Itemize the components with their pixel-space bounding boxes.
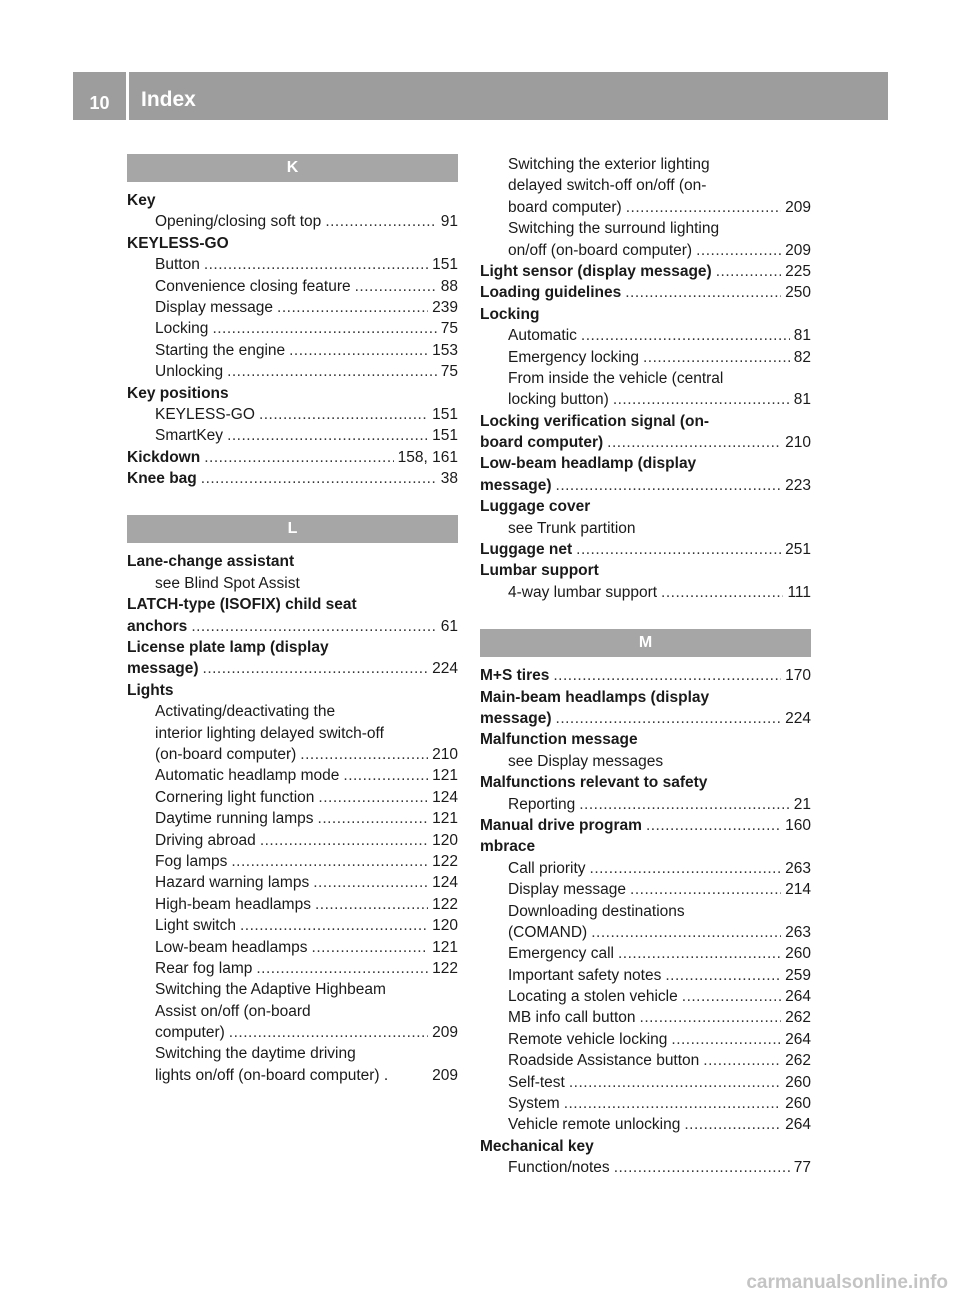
entry-text: see Display messages xyxy=(508,752,664,770)
page-reference[interactable]: 260 xyxy=(785,1095,811,1113)
index-subentry[interactable] xyxy=(127,915,458,936)
index-entry[interactable] xyxy=(127,447,458,468)
entry-text: From inside the vehicle (central xyxy=(508,369,724,387)
dot-leader xyxy=(581,325,790,346)
index-column-left xyxy=(127,154,458,1086)
dot-leader xyxy=(626,197,781,218)
entry-text: anchors xyxy=(127,617,188,635)
index-subentry[interactable] xyxy=(127,851,458,872)
dot-leader xyxy=(696,240,781,261)
page-reference[interactable]: 263 xyxy=(785,923,811,941)
index-subentry[interactable] xyxy=(127,937,458,958)
dot-leader xyxy=(191,616,436,637)
index-entry[interactable] xyxy=(480,708,811,729)
page-reference[interactable]: 151 xyxy=(432,405,458,423)
entry-text: Kickdown xyxy=(127,448,201,466)
index-entry[interactable] xyxy=(480,539,811,560)
page-reference[interactable]: 91 xyxy=(440,213,458,231)
entry-text: M+S tires xyxy=(480,667,550,685)
index-subentry[interactable] xyxy=(127,872,458,893)
page-reference[interactable]: 122 xyxy=(432,852,458,870)
index-subentry[interactable] xyxy=(480,582,811,603)
entry-text: Display message xyxy=(508,881,627,899)
index-subentry xyxy=(127,723,458,744)
entry-text: Locating a stolen vehicle xyxy=(508,988,678,1006)
dot-leader xyxy=(203,658,429,679)
entry-text: Light switch xyxy=(155,917,236,935)
dot-leader xyxy=(313,872,428,893)
dot-leader xyxy=(564,1093,781,1114)
entry-text: Switching the exterior lighting xyxy=(508,156,710,173)
entry-text: message) xyxy=(480,476,552,494)
dot-leader xyxy=(204,254,428,275)
entry-text: License plate lamp (display xyxy=(127,639,329,657)
entry-text: Light sensor (display message) xyxy=(480,262,712,280)
index-subentry[interactable] xyxy=(127,958,458,979)
page-reference[interactable]: 223 xyxy=(785,476,811,494)
dot-leader xyxy=(591,922,781,943)
entry-text: Lights xyxy=(127,681,174,699)
index-entry[interactable] xyxy=(127,616,458,637)
section-letter-m: M xyxy=(480,629,811,657)
index-subentry[interactable] xyxy=(127,276,458,297)
entry-text: Malfunctions relevant to safety xyxy=(480,774,708,792)
entry-text: 4-way lumbar support xyxy=(508,583,658,601)
page-reference[interactable]: 121 xyxy=(432,938,458,956)
index-subentry[interactable] xyxy=(127,318,458,339)
index-entry xyxy=(127,233,458,254)
index-entry[interactable] xyxy=(480,475,811,496)
entry-text: Key positions xyxy=(127,384,229,402)
dot-leader xyxy=(212,318,436,339)
index-entry[interactable] xyxy=(480,432,811,453)
dot-leader xyxy=(312,937,429,958)
index-subentry xyxy=(480,901,811,922)
index-entry xyxy=(127,190,458,211)
dot-leader xyxy=(556,475,782,496)
entry-text: Call priority xyxy=(508,859,586,877)
page-reference[interactable]: 121 xyxy=(432,810,458,828)
dot-leader xyxy=(355,276,437,297)
entry-text: Fog lamps xyxy=(155,852,228,870)
index-subentry[interactable] xyxy=(127,830,458,851)
entry-text: Button xyxy=(155,256,200,274)
index-subentry[interactable] xyxy=(127,211,458,232)
dot-leader xyxy=(569,1072,781,1093)
page-reference[interactable]: 153 xyxy=(432,341,458,359)
section-letter-l: L xyxy=(127,515,458,543)
entry-text: Convenience closing feature xyxy=(155,277,351,295)
index-entry xyxy=(480,687,811,708)
page-reference[interactable]: 81 xyxy=(793,327,811,345)
page-reference[interactable]: 262 xyxy=(785,1009,811,1027)
page-reference[interactable]: 225 xyxy=(785,262,811,280)
page-reference[interactable]: 214 xyxy=(785,881,811,899)
entry-text: Low-beam headlamp (display xyxy=(480,455,697,473)
page-reference[interactable]: 264 xyxy=(785,1116,811,1134)
index-entry[interactable] xyxy=(480,665,811,686)
page-reference[interactable]: 77 xyxy=(793,1159,811,1177)
index-subentry[interactable] xyxy=(480,347,811,368)
index-subentry xyxy=(127,1043,458,1064)
page-reference[interactable]: 209 xyxy=(785,241,811,259)
index-entry[interactable] xyxy=(480,815,811,836)
entry-text: Locking xyxy=(480,305,540,323)
index-subentry[interactable] xyxy=(127,404,458,425)
entry-text: computer) xyxy=(155,1024,225,1042)
entry-text: Low-beam headlamps xyxy=(155,938,308,956)
index-subentry xyxy=(480,175,811,196)
entry-text: Automatic headlamp mode xyxy=(155,767,340,785)
index-entry[interactable] xyxy=(480,282,811,303)
dot-leader xyxy=(640,1007,782,1028)
page-reference[interactable]: 170 xyxy=(785,667,811,685)
entry-text: Emergency call xyxy=(508,945,614,963)
index-entry[interactable] xyxy=(127,658,458,679)
index-subentry xyxy=(480,751,811,772)
entry-text: Knee bag xyxy=(127,470,197,488)
page-reference[interactable]: 250 xyxy=(785,284,811,302)
entry-text: Roadside Assistance button xyxy=(508,1052,700,1070)
page-reference[interactable]: 260 xyxy=(785,945,811,963)
entry-text: Function/notes xyxy=(508,1159,610,1177)
page-reference[interactable]: 151 xyxy=(432,256,458,274)
page-reference[interactable]: 160 xyxy=(785,816,811,834)
entry-text: Automatic xyxy=(508,327,577,345)
entry-text: message) xyxy=(127,660,199,678)
page-reference[interactable]: 224 xyxy=(785,709,811,727)
dot-leader xyxy=(260,830,428,851)
entry-text: mbrace xyxy=(480,838,536,856)
index-subentry[interactable] xyxy=(480,1050,811,1071)
dot-leader xyxy=(630,879,781,900)
section-gap xyxy=(480,603,811,629)
entry-text: delayed switch-off on/off (on- xyxy=(508,177,707,195)
entry-text: Main-beam headlamps (display xyxy=(480,688,710,706)
index-subentry xyxy=(127,573,458,594)
index-entry[interactable] xyxy=(127,468,458,489)
entry-text: (on-board computer) xyxy=(155,745,297,763)
index-entry xyxy=(127,594,458,615)
index-subentry xyxy=(480,368,811,389)
index-entry xyxy=(480,836,811,857)
entry-text: board computer) xyxy=(480,434,604,452)
entry-text: Opening/closing soft top xyxy=(155,213,322,231)
index-subentry[interactable] xyxy=(480,197,811,218)
page-title: Index xyxy=(141,88,196,111)
entry-text: Switching the Adaptive Highbeam xyxy=(155,981,386,999)
index-entry xyxy=(480,304,811,325)
entry-text: MB info call button xyxy=(508,1009,636,1027)
entry-text: Manual drive program xyxy=(480,816,642,834)
section-letter-k: K xyxy=(127,154,458,182)
entry-text: Important safety notes xyxy=(508,966,662,984)
dot-leader xyxy=(703,1050,781,1071)
entry-text: Vehicle remote unlocking xyxy=(508,1116,681,1134)
dot-leader xyxy=(325,211,436,232)
entry-text: KEYLESS-GO xyxy=(127,234,229,252)
page-reference[interactable]: 111 xyxy=(787,583,811,601)
entry-text: Assist on/off (on-board xyxy=(155,1002,311,1020)
dot-leader xyxy=(231,851,428,872)
entry-text: Unlocking xyxy=(155,363,224,381)
entry-text: Locking verification signal (on- xyxy=(480,412,710,430)
index-entry xyxy=(127,383,458,404)
page-reference[interactable]: 120 xyxy=(432,917,458,935)
page-reference[interactable]: 210 xyxy=(432,745,458,763)
dot-leader xyxy=(625,282,781,303)
entry-text: Lumbar support xyxy=(480,562,599,580)
page-reference[interactable]: 262 xyxy=(785,1052,811,1070)
dot-leader xyxy=(204,447,393,468)
page-reference[interactable]: 122 xyxy=(432,959,458,977)
dot-leader xyxy=(614,1157,790,1178)
index-subentry[interactable] xyxy=(127,254,458,275)
dot-leader xyxy=(661,582,783,603)
header-divider xyxy=(126,72,129,120)
index-entry xyxy=(127,551,458,572)
entry-text: board computer) xyxy=(508,198,622,216)
dot-leader xyxy=(607,432,781,453)
entry-text: Switching the daytime driving xyxy=(155,1045,356,1063)
entry-text: High-beam headlamps xyxy=(155,895,311,913)
page-reference[interactable]: 81 xyxy=(793,391,811,409)
entry-text: Remote vehicle locking xyxy=(508,1030,668,1048)
index-entry xyxy=(480,453,811,474)
page-reference[interactable]: 124 xyxy=(432,874,458,892)
index-subentry xyxy=(127,979,458,1000)
page-reference[interactable]: 121 xyxy=(432,767,458,785)
entry-text: lights on/off (on-board computer) . xyxy=(155,1066,389,1084)
entry-text: Daytime running lamps xyxy=(155,810,314,828)
index-subentry[interactable] xyxy=(127,894,458,915)
page-reference[interactable]: 61 xyxy=(440,617,458,635)
dot-leader xyxy=(579,794,790,815)
dot-leader xyxy=(716,261,781,282)
entry-text: Lane-change assistant xyxy=(127,553,295,571)
index-entry xyxy=(480,411,811,432)
entry-text: Cornering light function xyxy=(155,788,315,806)
dot-leader xyxy=(318,808,429,829)
watermark: carmanualsonline.info xyxy=(746,1272,948,1293)
index-subentry[interactable] xyxy=(127,340,458,361)
entry-text: KEYLESS-GO xyxy=(155,405,255,423)
index-subentry[interactable] xyxy=(480,986,811,1007)
entry-text: Rear fog lamp xyxy=(155,959,253,977)
index-subentry[interactable] xyxy=(480,879,811,900)
dot-leader xyxy=(300,744,428,765)
page-reference[interactable]: 120 xyxy=(432,831,458,849)
dot-leader xyxy=(613,389,790,410)
entry-text: Display message xyxy=(155,298,274,316)
index-subentry[interactable] xyxy=(480,943,811,964)
dot-leader xyxy=(671,1029,781,1050)
dot-leader xyxy=(201,468,437,489)
dot-leader xyxy=(315,894,428,915)
dot-leader xyxy=(643,347,790,368)
entry-text: Malfunction message xyxy=(480,731,638,749)
entry-text: Mechanical key xyxy=(480,1137,594,1155)
entry-text: message) xyxy=(480,709,552,727)
page-reference[interactable]: 21 xyxy=(793,795,811,813)
entry-text: Emergency locking xyxy=(508,348,639,366)
page-reference[interactable]: 259 xyxy=(785,966,811,984)
entry-text: Switching the surround lighting xyxy=(508,220,720,238)
dot-leader xyxy=(227,361,437,382)
dot-leader xyxy=(553,665,781,686)
index-subentry[interactable] xyxy=(480,858,811,879)
entry-text: Hazard warning lamps xyxy=(155,874,310,892)
index-subentry[interactable] xyxy=(127,361,458,382)
entry-text: Activating/deactivating the xyxy=(155,703,336,721)
dot-leader xyxy=(646,815,781,836)
page-reference[interactable]: 122 xyxy=(432,895,458,913)
entry-text: see Trunk partition xyxy=(508,519,636,537)
entry-text: Key xyxy=(127,192,156,209)
dot-leader xyxy=(684,1114,781,1135)
index-subentry[interactable] xyxy=(480,389,811,410)
index-subentry[interactable] xyxy=(127,787,458,808)
entry-text: Driving abroad xyxy=(155,831,256,849)
page-reference[interactable]: 264 xyxy=(785,988,811,1006)
page-reference[interactable]: 239 xyxy=(432,298,458,316)
dot-leader xyxy=(229,1022,428,1043)
index-subentry[interactable] xyxy=(480,325,811,346)
index-subentry[interactable] xyxy=(127,297,458,318)
dot-leader xyxy=(590,858,782,879)
index-subentry[interactable] xyxy=(127,808,458,829)
entry-text: see Blind Spot Assist xyxy=(155,574,300,592)
index-subentry xyxy=(127,701,458,722)
entry-text: (COMAND) xyxy=(508,923,588,941)
index-entry xyxy=(127,680,458,701)
index-subentry[interactable] xyxy=(480,922,811,943)
index-subentry[interactable] xyxy=(480,1029,811,1050)
dot-leader xyxy=(556,708,782,729)
index-subentry xyxy=(480,154,811,175)
dot-leader xyxy=(343,765,428,786)
index-entry xyxy=(480,1136,811,1157)
page-reference[interactable]: 224 xyxy=(432,660,458,678)
entry-text: on/off (on-board computer) xyxy=(508,241,693,259)
index-subentry[interactable] xyxy=(480,1007,811,1028)
page-reference[interactable]: 158, 161 xyxy=(397,448,458,466)
page-reference[interactable]: 209 xyxy=(432,1024,458,1042)
entry-text: System xyxy=(508,1095,560,1113)
dot-leader xyxy=(318,787,428,808)
index-subentry[interactable] xyxy=(127,765,458,786)
index-subentry[interactable] xyxy=(127,425,458,446)
dot-leader xyxy=(289,340,428,361)
index-subentry[interactable] xyxy=(480,794,811,815)
page-reference[interactable]: 264 xyxy=(785,1030,811,1048)
section-gap xyxy=(127,489,458,515)
page-reference[interactable]: 75 xyxy=(440,320,458,338)
index-subentry xyxy=(480,218,811,239)
page-reference[interactable]: 88 xyxy=(440,277,458,295)
dot-leader xyxy=(277,297,428,318)
dot-leader xyxy=(259,404,428,425)
entry-text: LATCH-type (ISOFIX) child seat xyxy=(127,596,357,614)
page-number: 10 xyxy=(89,93,110,113)
spacer xyxy=(388,1065,432,1086)
page-reference[interactable]: 260 xyxy=(785,1073,811,1091)
entry-text: Luggage net xyxy=(480,541,573,559)
index-subentry[interactable] xyxy=(480,1114,811,1135)
page-reference[interactable]: 251 xyxy=(785,541,811,559)
index-subentry xyxy=(127,1001,458,1022)
dot-leader xyxy=(682,986,781,1007)
dot-leader xyxy=(665,965,781,986)
index-entry xyxy=(480,772,811,793)
entry-text: Reporting xyxy=(508,795,576,813)
entry-text: interior lighting delayed switch-off xyxy=(155,724,384,742)
dot-leader xyxy=(227,425,428,446)
entry-text: Starting the engine xyxy=(155,341,286,359)
entry-text: Downloading destinations xyxy=(508,902,685,920)
entry-text: Self-test xyxy=(508,1073,565,1091)
index-entry[interactable] xyxy=(480,261,811,282)
entry-text: Loading guidelines xyxy=(480,284,622,302)
dot-leader xyxy=(618,943,781,964)
entry-text: Luggage cover xyxy=(480,498,591,516)
page-reference[interactable]: 82 xyxy=(793,348,811,366)
index-entry xyxy=(480,496,811,517)
index-subentry[interactable] xyxy=(480,965,811,986)
page-reference[interactable]: 209 xyxy=(785,198,811,216)
page-header xyxy=(73,72,888,120)
dot-leader xyxy=(256,958,428,979)
entry-text: Locking xyxy=(155,320,209,338)
index-subentry[interactable] xyxy=(480,1072,811,1093)
page-reference[interactable]: 210 xyxy=(785,434,811,452)
index-subentry[interactable] xyxy=(127,744,458,765)
dot-leader xyxy=(576,539,781,560)
page-reference[interactable]: 263 xyxy=(785,859,811,877)
index-subentry[interactable] xyxy=(127,1022,458,1043)
index-entry xyxy=(480,560,811,581)
page-reference[interactable]: 38 xyxy=(440,470,458,488)
index-column-right xyxy=(480,154,811,1179)
page-reference[interactable]: 151 xyxy=(432,427,458,445)
dot-leader xyxy=(240,915,428,936)
page-reference[interactable]: 124 xyxy=(432,788,458,806)
index-subentry[interactable] xyxy=(480,1093,811,1114)
page-reference[interactable]: 75 xyxy=(440,363,458,381)
index-subentry[interactable] xyxy=(480,240,811,261)
index-subentry[interactable] xyxy=(480,1157,811,1178)
index-subentry[interactable] xyxy=(127,1065,458,1086)
index-subentry xyxy=(480,518,811,539)
entry-text: SmartKey xyxy=(155,427,224,445)
index-entry xyxy=(480,729,811,750)
index-entry xyxy=(127,637,458,658)
entry-text: locking button) xyxy=(508,391,609,409)
page-reference[interactable]: 209 xyxy=(432,1066,458,1084)
